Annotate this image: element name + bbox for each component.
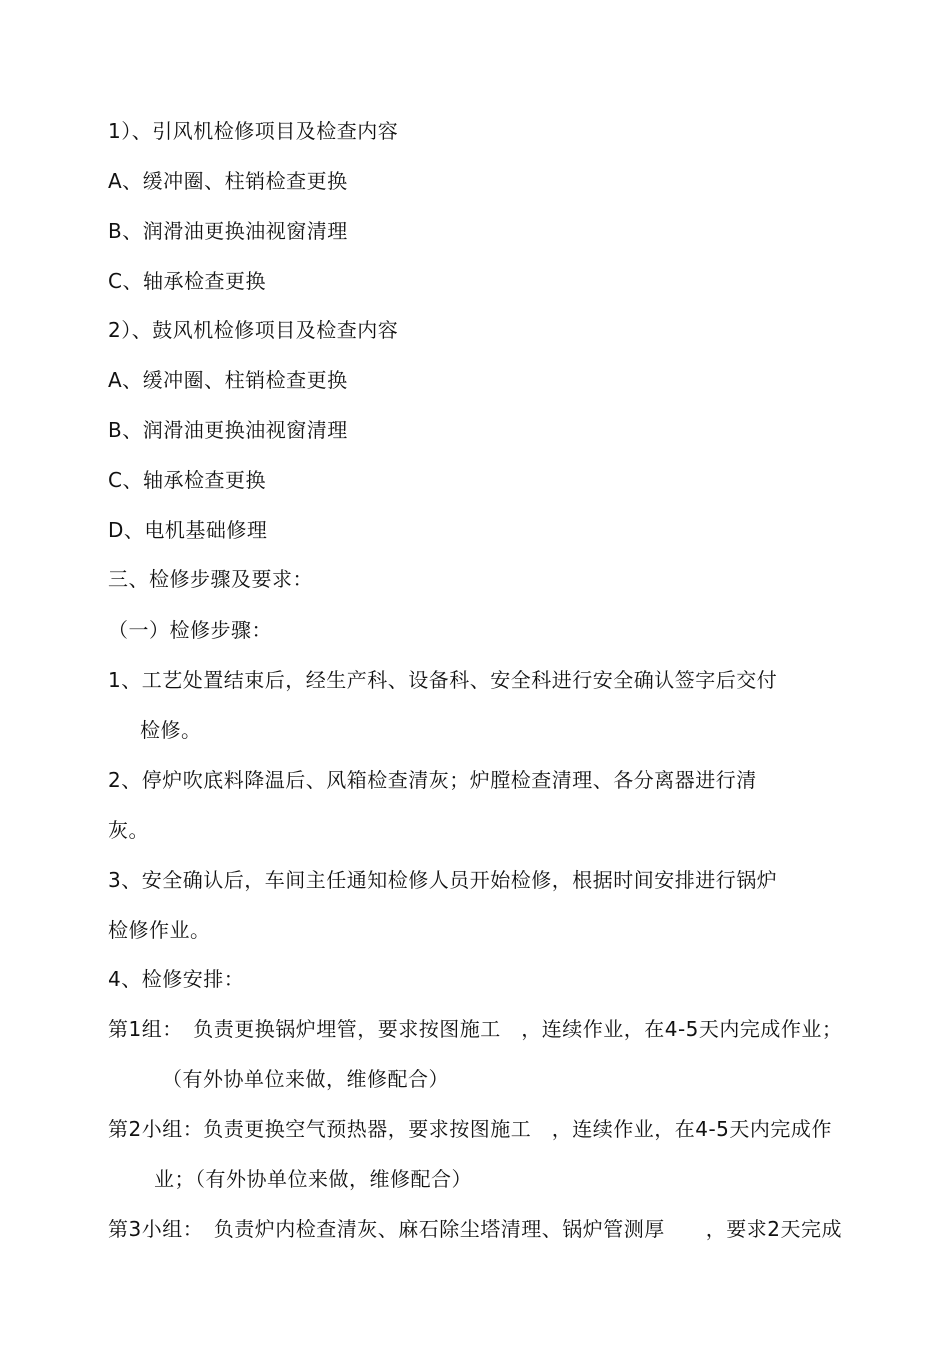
list-item: B、润滑油更换油视窗清理 [108, 219, 348, 243]
paragraph-line: 第1组： 负责更换锅炉埋管，要求按图施工 ，连续作业，在4-5天内完成作业； [108, 1017, 843, 1041]
paragraph-line: 灰。 [108, 818, 149, 842]
paragraph-line: 2、停炉吹底料降温后、风箱检查清灰；炉膛检查清理、各分离器进行清 [108, 768, 757, 792]
list-item: A、缓冲圈、柱销检查更换 [108, 368, 348, 392]
paragraph-line: 1、工艺处置结束后，经生产科、设备科、安全科进行安全确认签字后交付 [108, 668, 778, 692]
paragraph-line: 检修。 [140, 718, 202, 742]
section-heading-blower-fan: 2）、鼓风机检修项目及检查内容 [108, 318, 399, 342]
list-item: C、轴承检查更换 [108, 269, 266, 293]
paragraph-line: 第3小组： 负责炉内检查清灰、麻石除尘塔清理、锅炉管测厚 ，要求2天完成 [108, 1217, 842, 1241]
section-heading-steps: 三、检修步骤及要求： [108, 567, 313, 591]
section-heading-induced-draft-fan: 1）、引风机检修项目及检查内容 [108, 119, 399, 143]
paragraph-line: 4、检修安排： [108, 967, 245, 991]
list-item: D、电机基础修理 [108, 518, 268, 542]
list-item: C、轴承检查更换 [108, 468, 266, 492]
subsection-heading: （一）检修步骤： [108, 618, 272, 642]
paragraph-line: 业；（有外协单位来做，维修配合） [154, 1167, 472, 1191]
paragraph-line: 第2小组：负责更换空气预热器，要求按图施工 ，连续作业，在4-5天内完成作 [108, 1117, 832, 1141]
list-item: B、润滑油更换油视窗清理 [108, 418, 348, 442]
list-item: A、缓冲圈、柱销检查更换 [108, 169, 348, 193]
paragraph-line: 3、安全确认后，车间主任通知检修人员开始检修，根据时间安排进行锅炉 [108, 868, 778, 892]
paragraph-line: （有外协单位来做，维修配合） [162, 1067, 449, 1091]
paragraph-line: 检修作业。 [108, 918, 211, 942]
